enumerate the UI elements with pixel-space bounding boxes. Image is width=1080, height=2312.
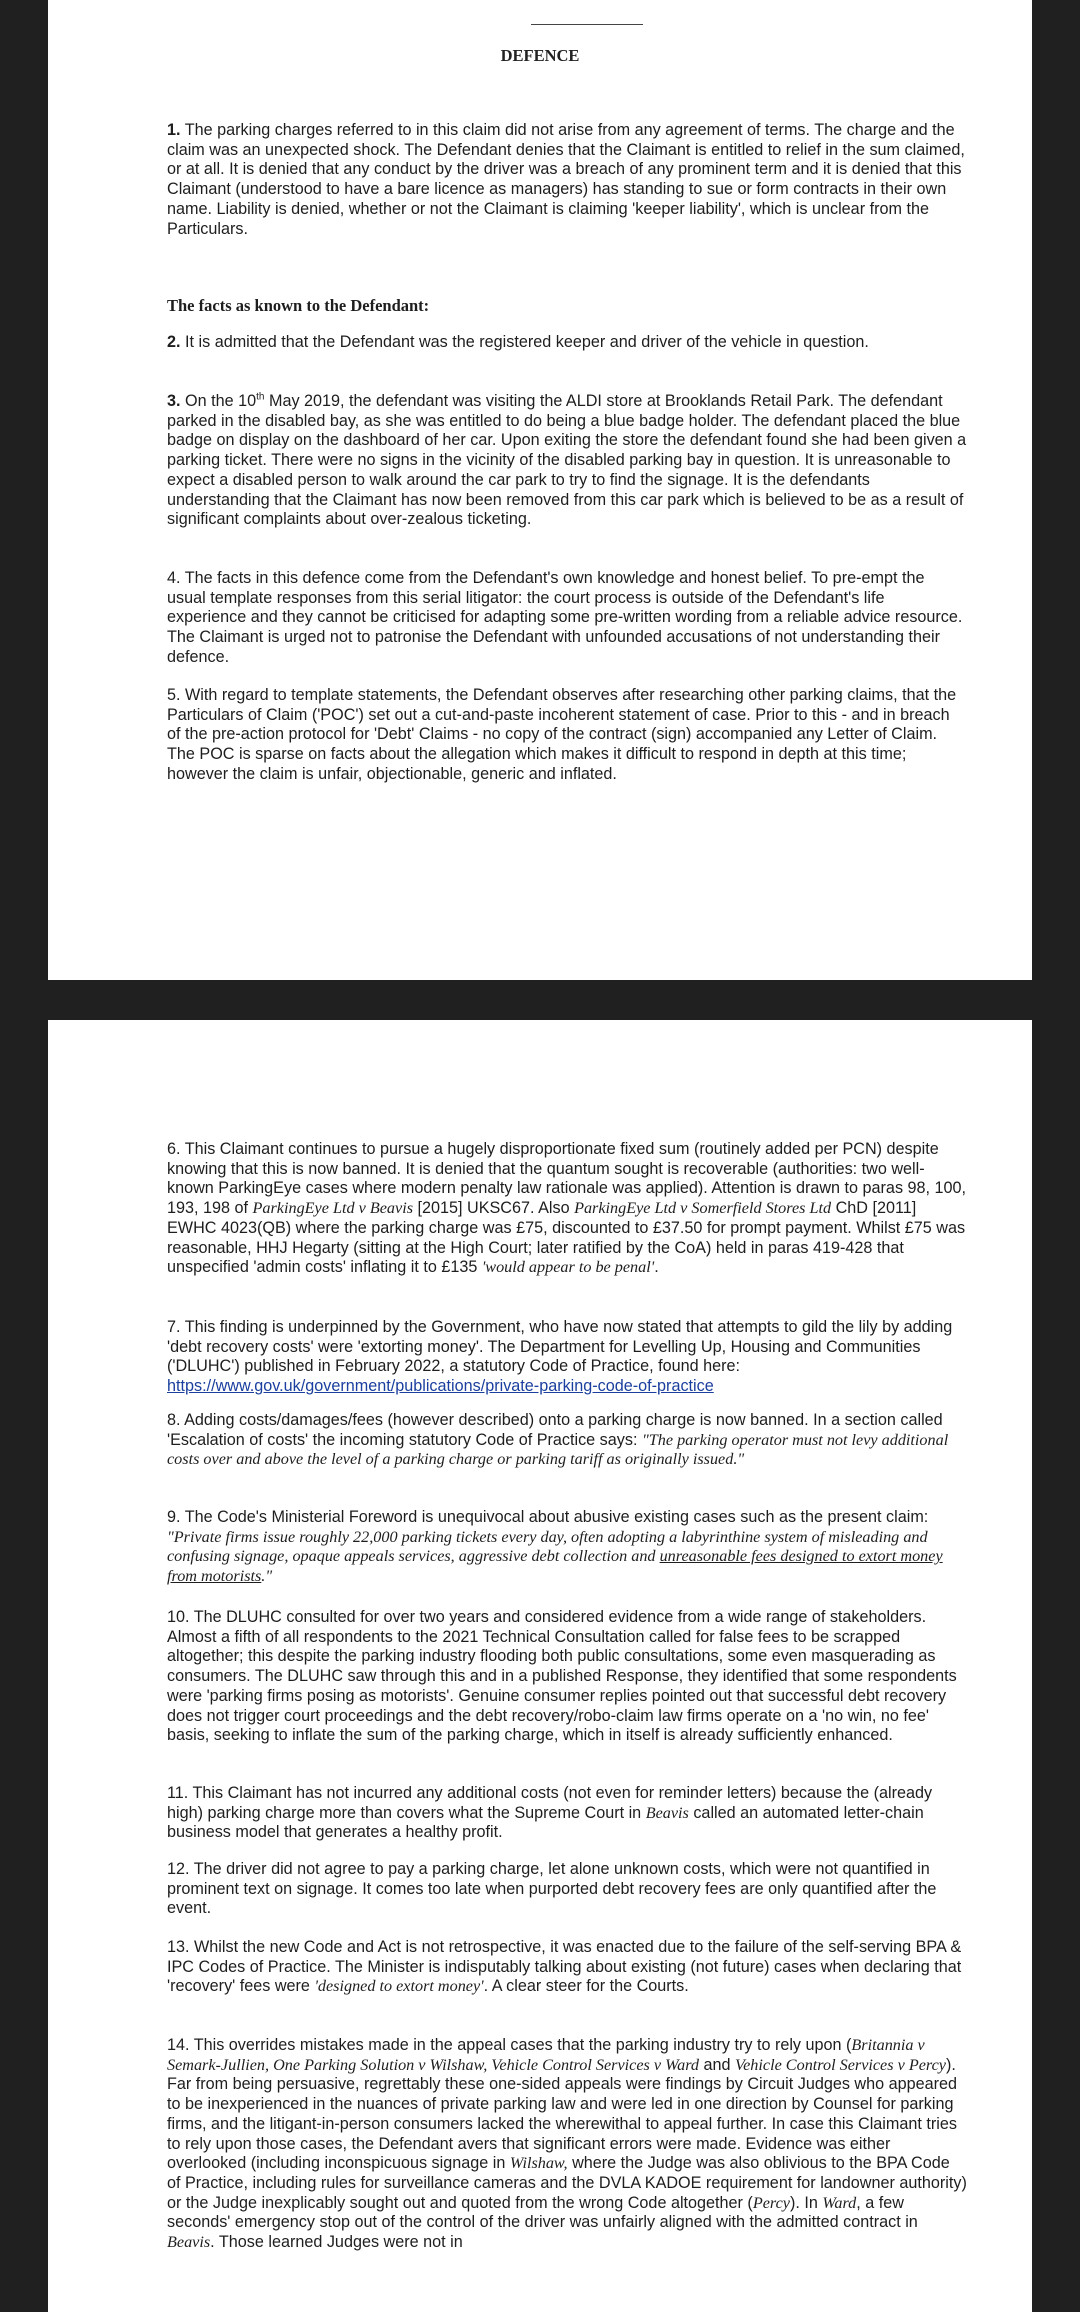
paragraph-7: [167, 1318, 967, 1397]
quoted-text: 'designed to extort money': [314, 1977, 484, 1996]
case-citation: ParkingEye Ltd v Beavis: [252, 1199, 413, 1218]
case-citations: Britannia v Semark-Jullien, One Parking Solution v Wilshaw, Vehicle Control Services v Ward: [167, 2036, 925, 2074]
quoted-text: "Private firms issue roughly 22,000 parking tickets every day, often adopting a labyrinthine system of misleading and confusing signage, opaque appeals services, aggressive debt collection and: [167, 1527, 928, 1566]
paragraph-text-cont: ChD [2011] EWHC 4023(QB) where the parking charge was £75, discounted to £37.50 for prompt payment. Whilst £75 was reasonable, HHJ Hegarty (sitting at the High Court; later ratified by the CoA) held in paras 419-428 that unspecified 'admin costs' inflating it to £135: [167, 1199, 966, 1277]
paragraph-number: 3.: [167, 392, 181, 410]
paragraph-text: 4. The facts in this defence come from the Defendant's own knowledge and honest belief. To pre-empt the usual template responses from this serial litigator: the court process is outside of the Defendant's life experience and they cannot be criticised for adapting some pre-written wording from a reliable advice resource. The Claimant is urged not to patronise the Defendant with unfounded accusations of not understanding their defence.: [167, 569, 963, 666]
quoted-text: "The parking operator must not levy additional costs over and above the level of a parking charge or parking tariff as originally issued.": [167, 1430, 949, 1469]
underlined-quote: unreasonable fees designed to extort money from motorists: [167, 1547, 943, 1586]
quoted-text-end: .": [261, 1567, 273, 1586]
paragraph-number: 1.: [167, 121, 181, 139]
paragraph-text-cont: May 2019, the defendant was visiting the ALDI store at Brooklands Retail Park. The defendant parked in the disabled bay, as she was entitled to do being a blue badge holder. The defendant placed the blue badge on display on the dashboard of her car. Upon exiting the store the defendant found she had been given a parking ticket. There were no signs in the vicinity of the disabled parking bay in question. It is unreasonable to expect a disabled person to walk around the car park to try to find the signage. It is the defendants understanding that the Claimant has now been removed from this car park which is believed to be as a result of significant complaints about over-zealous ticketing.: [167, 392, 967, 529]
paragraph-text-cont: ). In: [789, 2193, 823, 2212]
facts-heading: The facts as known to the Defendant:: [167, 296, 430, 315]
paragraph-text: 11. This Claimant has not incurred any additional costs (not even for reminder letters) because the (already high) parking charge more than covers what the Supreme Court in: [167, 1784, 933, 1822]
paragraph-text-cont: . A clear steer for the Courts.: [483, 1977, 689, 1996]
case-citation: Beavis: [167, 2233, 211, 2252]
document-page-2: [48, 1020, 1032, 2312]
paragraph-text: The parking charges referred to in this claim did not arise from any agreement of terms. The charge and the claim was an unexpected shock. The Defendant denies that the Claimant is entitled to relief in the sum claimed, or at all. It is denied that any conduct by the driver was a breach of any prominent term and it is denied that this Claimant (understood to have a bare licence as managers) has standing to sue or form contracts in their own name. Liability is denied, whether or not the Claimant is claiming 'keeper liability', which is unclear from the Particulars.: [167, 121, 965, 238]
paragraph-text: 10. The DLUHC consulted for over two years and considered evidence from a wide range of stakeholders. Almost a fifth of all respondents to the 2021 Technical Consultation called for false fees to be scrapped altogether; this despite the parking industry flooding both public consultations, some even masquerading as consumers. The DLUHC saw through this and in a published Response, they identified that some respondents were 'parking firms posing as motorists'. Genuine consumer replies pointed out that successful debt recovery does not trigger court proceedings and the debt recovery/robo-claim law firms operate on a 'no win, no fee' basis, seeking to inflate the sum of the parking charge, which in itself is already sufficiently enhanced.: [167, 1608, 957, 1745]
paragraph-2: [167, 333, 967, 353]
paragraph-text-cont: where the Judge was also oblivious to the BPA Code of Practice, including rules for surveillance cameras and the DVLA KADOE requirement for landowner authority) or the Judge inexplicably sought out and quoted from the wrong Code altogether (: [167, 2154, 967, 2212]
case-citation: Wilshaw,: [509, 2154, 568, 2173]
title-rule: [531, 24, 643, 25]
paragraph-4: [167, 569, 967, 668]
case-citation: ParkingEye Ltd v Somerfield Stores Ltd: [574, 1199, 832, 1218]
paragraph-text-end: .: [654, 1258, 659, 1277]
paragraph-11: [167, 1784, 967, 1843]
paragraph-text: 5. With regard to template statements, the Defendant observes after researching other parking claims, that the Particulars of Claim ('POC') set out a cut-and-paste incoherent statement of case. Prior to this - and in breach of the pre-action protocol for 'Debt' Claims - no copy of the contract (sign) accompanied any Letter of Claim. The POC is sparse on facts about the allegation which makes it difficult to respond in depth at this time; however the claim is unfair, objectionable, generic and inflated.: [167, 686, 957, 783]
case-citation: Beavis: [645, 1803, 689, 1822]
paragraph-text: 6. This Claimant continues to pursue a hugely disproportionate fixed sum (routinely added per PCN) despite knowing that this is now banned. It is denied that the quantum sought is recoverable (authorities: two well-known ParkingEye cases where modern penalty law rationale was applied). Attention is drawn to paras 98, 100, 193, 198 of: [167, 1140, 967, 1218]
defence-title: DEFENCE: [500, 46, 580, 65]
paragraph-text: On the 10: [180, 392, 257, 410]
paragraph-number: 2.: [167, 333, 181, 351]
paragraph-12: [167, 1860, 967, 1919]
paragraph-9: [167, 1508, 967, 1587]
facts-heading-block: [167, 296, 967, 316]
paragraph-text-cont: called an automated letter-chain business model that generates a healthy profit.: [167, 1803, 924, 1842]
paragraph-3: [167, 392, 967, 530]
paragraph-13: [167, 1938, 967, 1997]
paragraph-8: [167, 1411, 967, 1470]
document-page-1: [48, 0, 1032, 980]
paragraph-text-end: . Those learned Judges were not in: [210, 2233, 463, 2252]
paragraph-text: It is admitted that the Defendant was the registered keeper and driver of the vehicle in question.: [180, 333, 869, 351]
paragraph-text: 13. Whilst the new Code and Act is not retrospective, it was enacted due to the failure of the self-serving BPA & IPC Codes of Practice. The Minister is indisputably talking about existing (not future) cases when declaring that 'recovery' fees were: [167, 1938, 962, 1996]
paragraph-text: 8. Adding costs/damages/fees (however described) onto a parking charge is now banned. In a section called 'Escalation of costs' the incoming statutory Code of Practice says:: [167, 1411, 943, 1449]
case-citation: Vehicle Control Services v Percy: [735, 2055, 946, 2074]
paragraph-text-cont: [2015] UKSC67. Also: [413, 1199, 575, 1218]
case-citation: Ward: [822, 2193, 857, 2212]
paragraph-10: [167, 1608, 967, 1746]
paragraph-1: [167, 121, 967, 239]
paragraph-text: 9. The Code's Ministerial Foreword is unequivocal about abusive existing cases such as the present claim:: [167, 1508, 929, 1526]
paragraph-text-cont: , a few seconds' emergency stop out of the control of the driver was unfairly aligned with the admitted contract in: [167, 2193, 918, 2232]
paragraph-text-cont: and: [699, 2055, 736, 2074]
paragraph-5: [167, 686, 967, 785]
case-citation: Percy: [752, 2193, 790, 2212]
paragraph-text-cont: ). Far from being persuasive, regrettably these one-sided appeals were findings by Circuit Judges who appeared to be inexperienced in the nuances of private parking law and were led in one direction by Counsel for parking firms, and the litigant-in-person consumers lacked the wherewithal to appeal further. In case this Claimant tries to rely upon those cases, the Defendant avers that significant errors were made. Evidence was either overlooked (including inconspicuous signage in: [167, 2055, 958, 2173]
code-of-practice-link[interactable]: https://www.gov.uk/government/publications/private-parking-code-of-practice: [167, 1377, 714, 1396]
paragraph-14: [167, 2036, 967, 2253]
paragraph-text: 7. This finding is underpinned by the Government, who have now stated that attempts to gild the lily by adding 'debt recovery costs' were 'extorting money'. The Department for Levelling Up, Housing and Communities ('DLUHC') published in February 2022, a statutory Code of Practice, found here:: [167, 1318, 953, 1376]
paragraph-text: 12. The driver did not agree to pay a parking charge, let alone unknown costs, which were not quantified in prominent text on signage. It comes too late when purported debt recovery fees are only quantified after the event.: [167, 1860, 937, 1918]
quoted-text: 'would appear to be penal': [481, 1258, 655, 1277]
paragraph-text: 14. This overrides mistakes made in the appeal cases that the parking industry try to rely upon (: [167, 2036, 852, 2054]
ordinal-superscript: th: [256, 391, 265, 403]
paragraph-6: [167, 1140, 967, 1278]
